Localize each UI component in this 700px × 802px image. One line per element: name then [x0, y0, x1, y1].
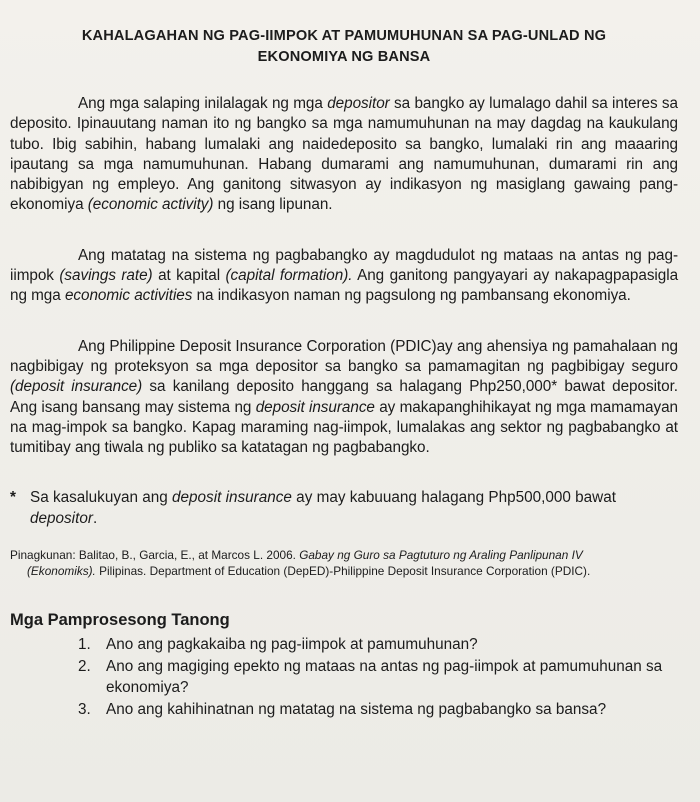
- question-number: 2.: [78, 657, 91, 675]
- footnote-text: [30, 489, 616, 527]
- italic-term: depositor: [30, 509, 93, 527]
- text-run: Ang matatag na sistema ng pagbabangko ay magdudulot ng mataas na antas ng pag-iimpok: [10, 246, 678, 285]
- footnote: [10, 488, 678, 529]
- italic-term: deposit insurance: [172, 489, 292, 507]
- italic-term: depositor: [327, 95, 390, 112]
- text-run: Ang ganitong pangyayari ay nakapagpapasigla ng mga: [10, 267, 679, 305]
- text-run: at kapital: [152, 267, 226, 285]
- italic-term: (Ekonomiks).: [27, 564, 96, 579]
- paragraph-1: [10, 94, 678, 216]
- paragraph-2: [10, 246, 678, 307]
- italic-term: economic activities: [64, 287, 193, 305]
- paragraph-3: [10, 337, 678, 459]
- document-title: [10, 26, 678, 68]
- question-text: Ano ang pagkakaiba ng pag-iimpok at pamumuhunan?: [106, 636, 478, 654]
- source-line-2: [10, 563, 678, 579]
- questions-heading: Mga Pamprosesong Tanong: [10, 611, 230, 630]
- italic-term: (economic activity): [87, 196, 214, 214]
- text-run: Ang Philippine Deposit Insurance Corporation (PDIC)ay ang ahensiya ng pamahalaan ng nagbibigay ng proteksyon sa mga depositor sa bangko sa pamamagitan ng pagbibigay seguro: [10, 337, 678, 375]
- text-run: ay may kabuuang halagang Php500,000 bawat: [291, 489, 616, 507]
- italic-term: (deposit insurance): [10, 378, 143, 396]
- text-run: .: [92, 509, 98, 527]
- text-run: Pinagkunan: Balitao, B., Garcia, E., at Marcos L. 2006.: [10, 548, 300, 563]
- question-text: Ano ang magiging epekto ng mataas na antas ng pag-iimpok at pamumuhunan sa ekonomiya?: [106, 657, 663, 697]
- question-item: [78, 699, 678, 721]
- question-number: 1.: [78, 636, 91, 654]
- text-run: Ang mga salaping inilalagak ng mga: [78, 95, 328, 112]
- italic-term: deposit insurance: [255, 398, 375, 416]
- title-line-2: EKONOMIYA NG BANSA: [257, 49, 431, 65]
- text-run: na indikasyon naman ng pagsulong ng pambansang ekonomiya.: [192, 287, 631, 305]
- italic-term: Gabay ng Guro sa Pagtuturo ng Araling Panlipunan IV: [299, 548, 583, 563]
- text-run: Sa kasalukuyan ang: [30, 489, 173, 507]
- italic-term: (savings rate): [59, 267, 153, 285]
- question-item: [78, 656, 678, 699]
- text-run: sa kanilang deposito hanggang sa halagang Php250,000* bawat depositor. Ang isang bansang may sistema ng: [10, 378, 678, 416]
- source-line-1: [10, 547, 678, 563]
- title-line-1: KAHALAGAHAN NG PAG-IIMPOK AT PAMUMUHUNAN SA PAG-UNLAD NG: [81, 28, 607, 44]
- question-text: Ano ang kahihinatnan ng matatag na sistema ng pagbabangko sa bansa?: [106, 700, 607, 718]
- body-paragraphs: [10, 94, 678, 458]
- text-run: ay makapanghihikayat ng mga mamamayan na mag-impok sa bangko. Kapag maraming nag-iimpok, lumalakas ang sektor ng pagbabangko at tumitibay ang tiwala ng publiko sa katatagan ng pagbabangko.: [10, 398, 679, 457]
- text-run: Pilipinas. Department of Education (DepED)-Philippine Deposit Insurance Corporation (PDIC).: [95, 564, 591, 579]
- footnote-asterisk: *: [10, 489, 16, 507]
- text-run: ng isang lipunan.: [213, 196, 333, 214]
- questions-list: [10, 634, 678, 720]
- text-run: sa bangko ay lumalago dahil sa interes sa deposito. Ipinauutang naman ito ng bangko sa mga namumuhunan na may dagdag na kaukulang tubo. Ibig sabihin, habang lumalaki ang naidedeposito sa bangko, lumalaki rin ang maaaring ipautang sa mga namumuhunan. Habang dumarami ang namumuhunan, dumarami rin ang nabibigyan ng empleyo. Ang ganitong sitwasyon ay indikasyon ng masiglang gawaing pang-ekonomiya: [10, 95, 678, 214]
- italic-term: (capital formation).: [225, 267, 353, 285]
- source-citation: [10, 547, 678, 579]
- question-number: 3.: [78, 700, 91, 718]
- question-item: [78, 634, 678, 656]
